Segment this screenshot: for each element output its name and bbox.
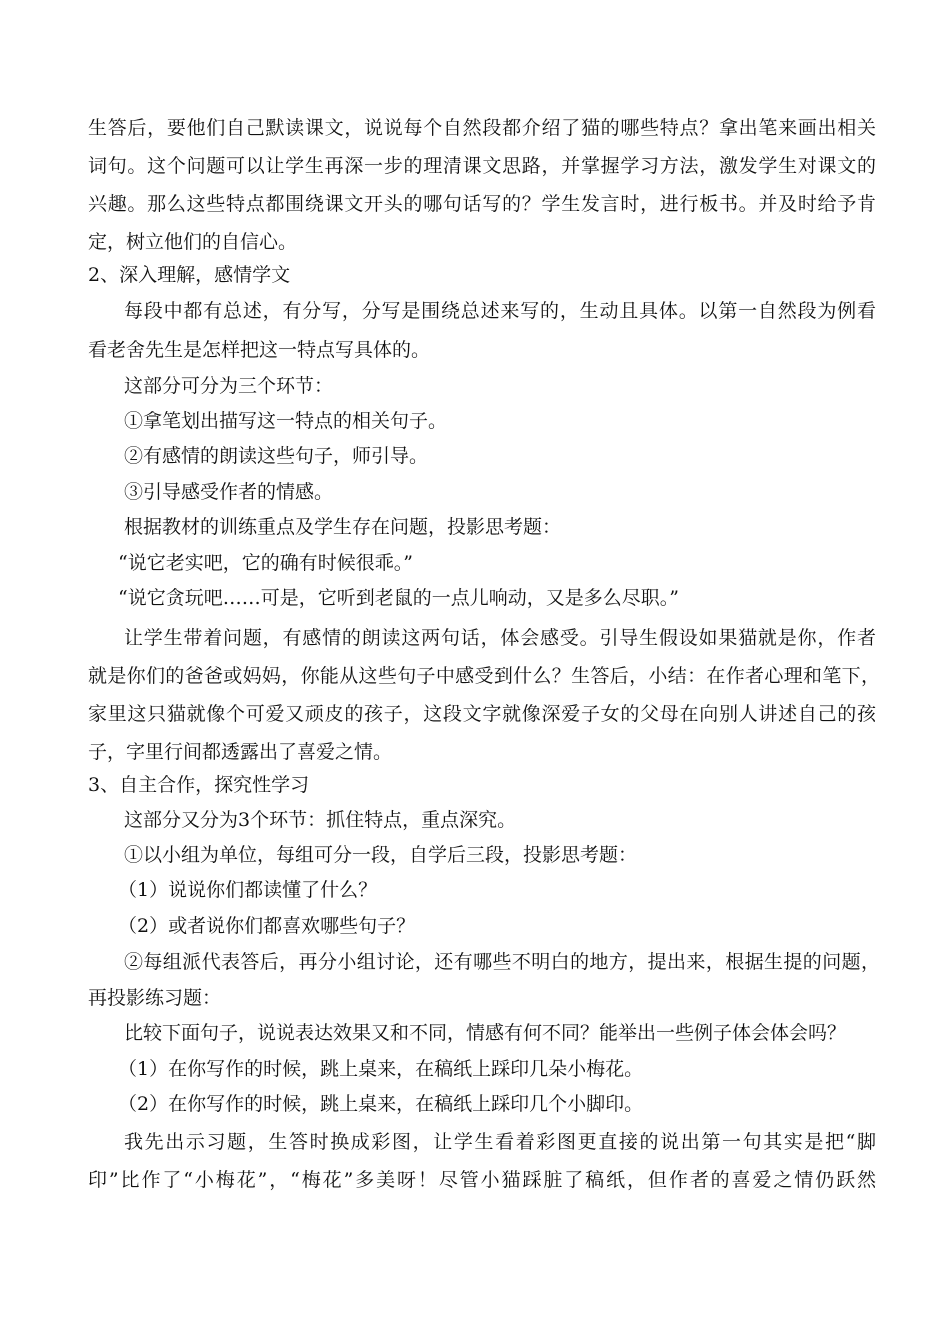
- paragraph-line: 定，树立他们的自信心。: [88, 231, 298, 253]
- section-heading: 3、自主合作，探究性学习: [88, 774, 310, 796]
- paragraph-line: 家里这只猫就像个可爱又顽皮的孩子，这段文字就像深爱子女的父母在向别人讲述自己的孩: [88, 703, 876, 725]
- paragraph-line: 兴趣。那么这些特点都围绕课文开头的哪句话写的？学生发言时，进行板书。并及时给予肯: [88, 193, 876, 215]
- paragraph-line: 印”比作了“小梅花”，“梅花”多美呀！尽管小猫踩脏了稿纸，但作者的喜爱之情仍跃然: [88, 1169, 876, 1191]
- list-item: ②有感情的朗读这些句子，师引导。: [124, 445, 429, 467]
- paragraph-line: 每段中都有总述，有分写，分写是围绕总述来写的，生动且具体。以第一自然段为例看: [124, 300, 876, 322]
- paragraph-line: 就是你们的爸爸或妈妈，你能从这些句子中感受到什么？生答后，小结：在作者心理和笔下，: [88, 665, 880, 687]
- section-heading: 2、深入理解，感情学文: [88, 264, 291, 286]
- paragraph-line: 生答后，要他们自己默读课文，说说每个自然段都介绍了猫的哪些特点？拿出笔来画出相关: [88, 117, 876, 139]
- list-item: （2）或者说你们都喜欢哪些句子？: [118, 915, 416, 937]
- list-item: ①以小组为单位，每组可分一段，自学后三段，投影思考题：: [124, 844, 638, 866]
- list-item: （2）在你写作的时候，跳上桌来，在稿纸上踩印几个小脚印。: [118, 1093, 644, 1115]
- paragraph-line: 让学生带着问题，有感情的朗读这两句话，体会感受。引导生假设如果猫就是你，作者: [124, 627, 876, 649]
- paragraph-line: 词句。这个问题可以让学生再深一步的理清课文思路，并掌握学习方法，激发学生对课文的: [88, 155, 876, 177]
- paragraph-line: 我先出示习题，生答时换成彩图，让学生看着彩图更直接的说出第一句其实是把“脚: [124, 1131, 876, 1153]
- list-item: ①拿笔划出描写这一特点的相关句子。: [124, 410, 448, 432]
- paragraph-line: 这部分可分为三个环节：: [124, 375, 334, 397]
- paragraph-line: 这部分又分为3个环节：抓住特点，重点深究。: [124, 809, 517, 831]
- paragraph-line: 比较下面句子，说说表达效果又和不同，情感有何不同？能举出一些例子体会体会吗？: [124, 1022, 847, 1044]
- paragraph-line: 根据教材的训练重点及学生存在问题，投影思考题：: [124, 516, 562, 538]
- paragraph-line: 再投影练习题：: [88, 987, 222, 1009]
- list-item: ②每组派代表答后，再分小组讨论，还有哪些不明白的地方，提出来，根据生提的问题，: [124, 951, 880, 973]
- quote-line: “说它贪玩吧……可是，它听到老鼠的一点儿响动，又是多么尽职。”: [118, 587, 679, 609]
- paragraph-line: 子，字里行间都透露出了喜爱之情。: [88, 741, 393, 763]
- list-item: ③引导感受作者的情感。: [124, 481, 334, 503]
- paragraph-line: 看老舍先生是怎样把这一特点写具体的。: [88, 339, 431, 361]
- list-item: （1）说说你们都读懂了什么？: [118, 879, 378, 901]
- quote-line: “说它老实吧，它的确有时候很乖。”: [118, 552, 413, 574]
- list-item: （1）在你写作的时候，跳上桌来，在稿纸上踩印几朵小梅花。: [118, 1058, 644, 1080]
